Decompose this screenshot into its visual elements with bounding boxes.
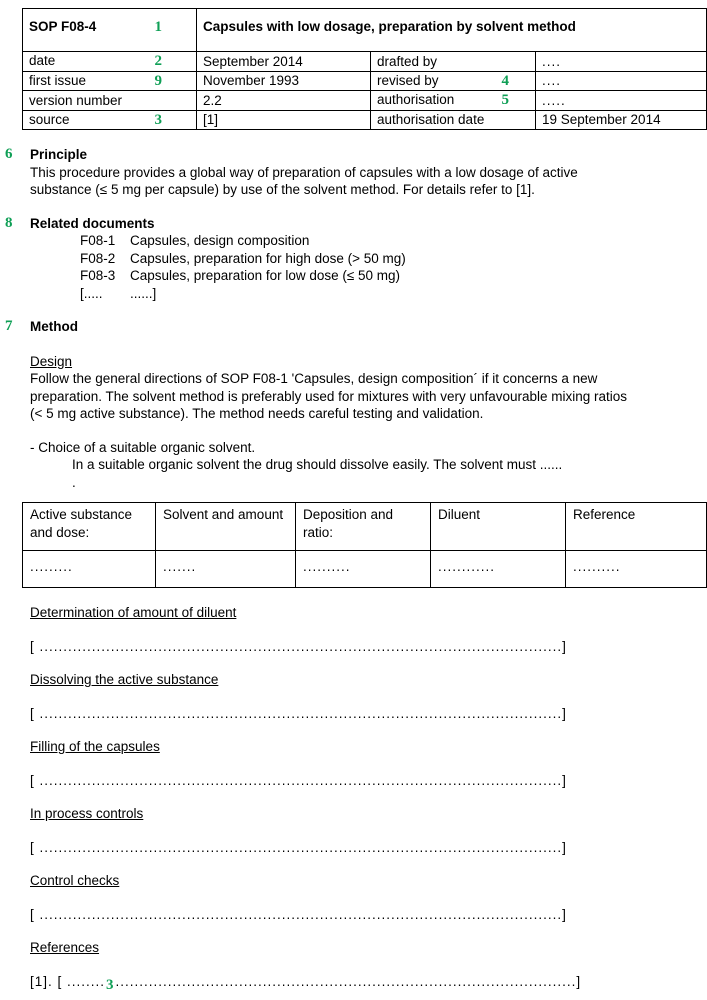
annotation-marker-3: 3 bbox=[154, 111, 162, 128]
doc-code-cell bbox=[23, 9, 197, 52]
column-header: Solvent and amount bbox=[163, 507, 284, 522]
doc-code: SOP F08-4 bbox=[29, 19, 97, 34]
references-heading: References bbox=[30, 940, 100, 955]
placeholder-fill-line: [ ..............................................................................................................] bbox=[30, 906, 567, 922]
annotation-marker-1: 1 bbox=[154, 19, 162, 35]
design-subheading: Design bbox=[30, 353, 73, 369]
annotation-marker-6: 6 bbox=[5, 146, 13, 162]
reference-prefix: [1]. [ ........ bbox=[30, 973, 106, 989]
solvent-choice-line: - Choice of a suitable organic solvent. bbox=[30, 439, 256, 455]
header-row-version bbox=[23, 91, 707, 111]
related-doc-desc: Capsules, design composition bbox=[130, 233, 310, 248]
field-label: source bbox=[29, 111, 70, 127]
related-heading: Related documents bbox=[30, 215, 155, 231]
header-row-date bbox=[23, 52, 707, 72]
method-heading: Method bbox=[30, 319, 78, 334]
design-body-line: Follow the general directions of SOP F08-1 'Capsules, design composition´ if it concerns a new bbox=[30, 371, 598, 386]
annotation-marker-2: 2 bbox=[154, 53, 162, 69]
placeholder-fill-line: [ ..............................................................................................................] bbox=[30, 705, 567, 721]
solvent-choice-detail-end: . bbox=[72, 474, 76, 490]
principle-body-line: This procedure provides a global way of preparation of capsules with a low dosage of active bbox=[30, 164, 578, 180]
field-value: November 1993 bbox=[203, 73, 300, 88]
table-cell-placeholder: ......... bbox=[30, 559, 73, 574]
doc-title: Capsules with low dosage, preparation by solvent method bbox=[203, 19, 576, 34]
field-label: first issue bbox=[29, 72, 87, 88]
field-label: date bbox=[29, 53, 56, 68]
related-doc-code: F08-2 bbox=[80, 250, 116, 266]
field-label: authorisation date bbox=[377, 112, 485, 127]
annotation-marker-7: 7 bbox=[5, 318, 13, 334]
annotation-marker-8: 8 bbox=[5, 214, 13, 231]
field-label: authorisation bbox=[377, 92, 455, 107]
table-cell-placeholder: ....... bbox=[163, 559, 197, 574]
column-header: Active substance and dose: bbox=[30, 507, 133, 540]
related-doc-desc: Capsules, preparation for low dose (≤ 50 mg) bbox=[130, 268, 401, 283]
field-value: 19 September 2014 bbox=[542, 112, 661, 127]
design-body-line: (< 5 mg active substance). The method needs careful testing and validation. bbox=[30, 406, 484, 421]
related-item-placeholder bbox=[80, 285, 695, 303]
solvent-table-data-row bbox=[23, 551, 707, 588]
column-header: Reference bbox=[573, 507, 636, 522]
section-principle bbox=[5, 146, 695, 199]
subsection-heading-diluent: Determination of amount of diluent bbox=[30, 605, 237, 620]
subsection-heading-in-process-controls: In process controls bbox=[30, 806, 144, 821]
field-label: drafted by bbox=[377, 53, 438, 69]
header-row-first-issue bbox=[23, 71, 707, 91]
solvent-table bbox=[22, 502, 707, 588]
related-doc-desc: ......] bbox=[130, 285, 157, 301]
subsection-heading-control-checks: Control checks bbox=[30, 873, 120, 888]
annotation-marker-5: 5 bbox=[501, 92, 509, 108]
table-cell-placeholder: .......... bbox=[573, 559, 621, 574]
field-value: [1] bbox=[203, 112, 219, 127]
field-value: .... bbox=[542, 53, 562, 69]
placeholder-fill-line: [ ..............................................................................................................] bbox=[30, 772, 567, 788]
subsection-heading-dissolving: Dissolving the active substance bbox=[30, 672, 219, 687]
solvent-table-header-row bbox=[23, 503, 707, 551]
doc-title-cell bbox=[197, 9, 707, 52]
field-value: .... bbox=[542, 73, 562, 88]
solvent-choice-detail: In a suitable organic solvent the drug should dissolve easily. The solvent must ...... bbox=[72, 457, 563, 472]
related-item bbox=[80, 250, 695, 268]
annotation-marker-3b: 3 bbox=[106, 976, 115, 991]
subsection-heading-filling: Filling of the capsules bbox=[30, 739, 160, 754]
principle-heading: Principle bbox=[30, 147, 88, 162]
field-label: version number bbox=[29, 92, 123, 108]
sop-header-table bbox=[22, 8, 707, 130]
field-value: 2.2 bbox=[203, 92, 222, 108]
reference-suffix: .................................................................................................] bbox=[115, 973, 582, 989]
placeholder-fill-line: [ ..............................................................................................................] bbox=[30, 638, 567, 654]
related-doc-code: [..... bbox=[80, 285, 103, 301]
header-title-row bbox=[23, 9, 707, 52]
related-doc-code: F08-1 bbox=[80, 233, 116, 248]
placeholder-fill-line: [ ..............................................................................................................] bbox=[30, 839, 567, 855]
column-header: Diluent bbox=[438, 507, 481, 522]
section-method bbox=[5, 318, 695, 491]
header-row-source bbox=[23, 110, 707, 130]
section-related-documents bbox=[5, 214, 695, 303]
related-item bbox=[80, 232, 695, 250]
related-doc-desc: Capsules, preparation for high dose (> 50 mg) bbox=[130, 250, 406, 266]
principle-body-line: substance (≤ 5 mg per capsule) by use of the solvent method. For details refer to [1]. bbox=[30, 182, 535, 197]
field-value: September 2014 bbox=[203, 53, 303, 69]
related-doc-code: F08-3 bbox=[80, 268, 116, 283]
field-value: ..... bbox=[542, 92, 566, 108]
column-header: Deposition and ratio: bbox=[303, 507, 394, 540]
table-cell-placeholder: ............ bbox=[438, 559, 496, 574]
table-cell-placeholder: .......... bbox=[303, 559, 351, 574]
related-item bbox=[80, 267, 695, 285]
annotation-marker-4: 4 bbox=[501, 72, 509, 89]
annotation-marker-9: 9 bbox=[154, 72, 162, 89]
field-label: revised by bbox=[377, 72, 439, 88]
design-body-line: preparation. The solvent method is preferably used for mixtures with very unfavourable mixing ratios bbox=[30, 388, 628, 404]
reference-entry-line bbox=[30, 973, 630, 992]
